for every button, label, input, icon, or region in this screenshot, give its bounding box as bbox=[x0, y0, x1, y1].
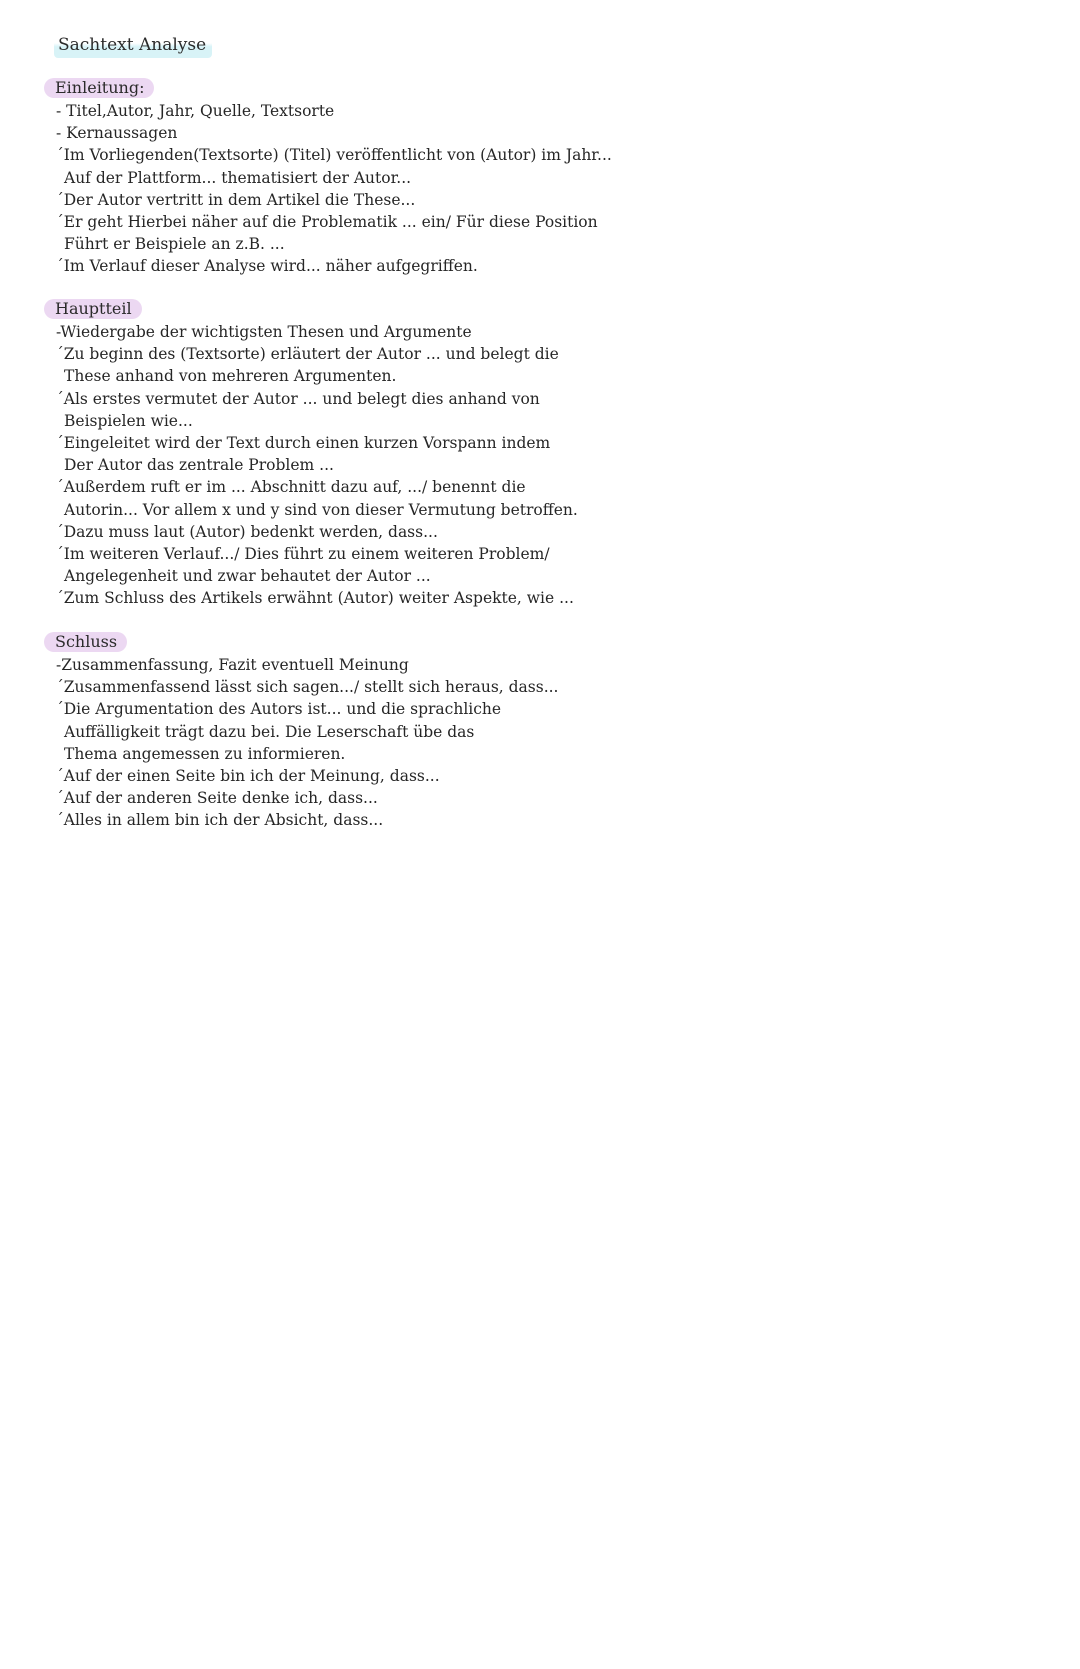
note-line: Auf der Plattform... thematisiert der Autor... bbox=[64, 168, 412, 187]
note-line: Angelegenheit und zwar behautet der Autor ... bbox=[64, 567, 431, 586]
note-line: ´Zusammenfassend lässt sich sagen.../ stellt sich heraus, dass... bbox=[56, 678, 559, 697]
note-line: Auffälligkeit trägt dazu bei. Die Leserschaft übe das bbox=[64, 722, 475, 741]
section-lines bbox=[56, 654, 1044, 832]
note-line: ´Auf der einen Seite bin ich der Meinung, dass... bbox=[56, 766, 440, 785]
note-line: -Wiedergabe der wichtigsten Thesen und Argumente bbox=[56, 323, 472, 341]
note-line: ´Die Argumentation des Autors ist... und die sprachliche bbox=[56, 700, 502, 719]
note-line: - Kernaussagen bbox=[56, 124, 178, 143]
section-heading-hauptteil: Hauptteil bbox=[44, 299, 142, 319]
note-line: ´Im weiteren Verlauf.../ Dies führt zu einem weiteren Problem/ bbox=[56, 544, 550, 563]
note-line: Beispielen wie... bbox=[64, 411, 193, 430]
note-line: Führt er Beispiele an z.B. ... bbox=[64, 235, 285, 254]
section-heading-einleitung: Einleitung: bbox=[44, 78, 154, 98]
note-line: ´Außerdem ruft er im ... Abschnitt dazu auf, .../ benennt die bbox=[56, 478, 526, 497]
note-line: ´Eingeleitet wird der Text durch einen kurzen Vorspann indem bbox=[56, 433, 551, 452]
note-line: ´Im Vorliegenden(Textsorte) (Titel) veröffentlicht von (Autor) im Jahr... bbox=[56, 146, 612, 165]
section-hauptteil bbox=[44, 299, 1044, 609]
section-lines bbox=[56, 321, 1044, 609]
note-line: -Zusammenfassung, Fazit eventuell Meinung bbox=[56, 656, 409, 674]
note-line: Der Autor das zentrale Problem ... bbox=[64, 456, 334, 475]
note-line: These anhand von mehreren Argumenten. bbox=[64, 367, 397, 386]
page-title: Sachtext Analyse bbox=[54, 33, 212, 58]
note-line: ´Dazu muss laut (Autor) bedenkt werden, dass... bbox=[56, 522, 438, 541]
note-line: Autorin... Vor allem x und y sind von dieser Vermutung betroffen. bbox=[64, 500, 578, 519]
section-einleitung bbox=[44, 78, 1044, 278]
note-line: ´Er geht Hierbei näher auf die Problematik ... ein/ Für diese Position bbox=[56, 212, 598, 231]
note-line: ´Zum Schluss des Artikels erwähnt (Autor) weiter Aspekte, wie ... bbox=[56, 589, 574, 608]
section-lines bbox=[56, 100, 1044, 278]
note-line: ´Im Verlauf dieser Analyse wird... näher aufgegriffen. bbox=[56, 257, 478, 276]
note-line: ´Der Autor vertritt in dem Artikel die These... bbox=[56, 190, 416, 209]
note-line: ´Zu beginn des (Textsorte) erläutert der Autor ... und belegt die bbox=[56, 345, 559, 364]
note-line: ´Als erstes vermutet der Autor ... und belegt dies anhand von bbox=[56, 389, 540, 408]
section-heading-schluss: Schluss bbox=[44, 632, 127, 652]
note-line: ´Alles in allem bin ich der Absicht, dass... bbox=[56, 811, 384, 830]
note-line: - Titel,Autor, Jahr, Quelle, Textsorte bbox=[56, 102, 335, 120]
note-line: Thema angemessen zu informieren. bbox=[64, 744, 346, 763]
section-schluss bbox=[44, 632, 1044, 832]
note-line: ´Auf der anderen Seite denke ich, dass... bbox=[56, 789, 378, 808]
